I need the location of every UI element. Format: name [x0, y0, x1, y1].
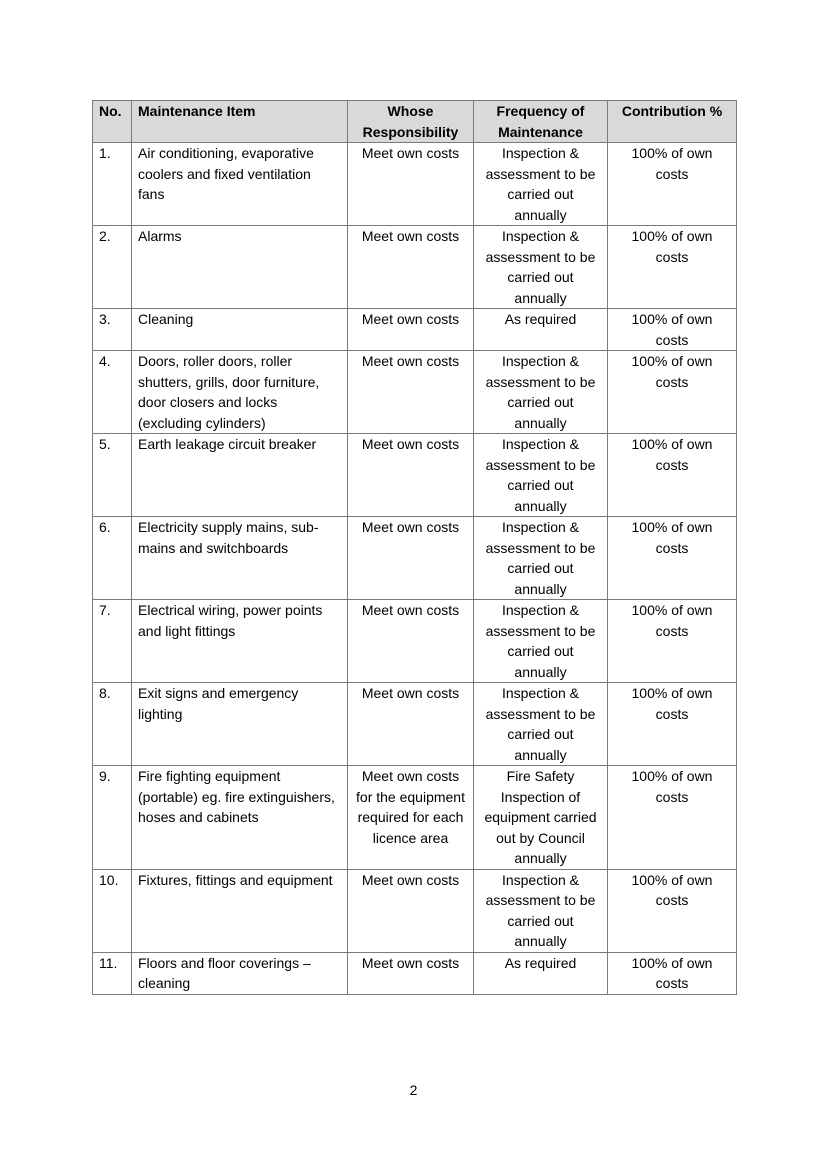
cell-contribution: 100% of own costs: [608, 143, 737, 226]
cell-no: 7.: [93, 600, 132, 683]
cell-no: 6.: [93, 517, 132, 600]
cell-responsibility: Meet own costs: [348, 226, 474, 309]
cell-maintenance-item: Doors, roller doors, roller shutters, grills, door furniture, door closers and locks (excluding cylinders): [132, 351, 348, 434]
cell-frequency: Inspection & assessment to be carried out annually: [474, 869, 608, 952]
cell-no: 2.: [93, 226, 132, 309]
cell-frequency: Inspection & assessment to be carried out annually: [474, 517, 608, 600]
table-row: [93, 517, 737, 600]
table-row: [93, 351, 737, 434]
cell-contribution: 100% of own costs: [608, 683, 737, 766]
maintenance-table: [92, 100, 737, 995]
cell-frequency: Inspection & assessment to be carried out annually: [474, 143, 608, 226]
cell-responsibility: Meet own costs for the equipment required for each licence area: [348, 766, 474, 870]
table-row: [93, 309, 737, 351]
header-whose-responsibility: Whose Responsibility: [348, 101, 474, 143]
cell-contribution: 100% of own costs: [608, 351, 737, 434]
table-row: [93, 226, 737, 309]
cell-no: 1.: [93, 143, 132, 226]
cell-maintenance-item: Exit signs and emergency lighting: [132, 683, 348, 766]
cell-maintenance-item: Electricity supply mains, sub-mains and switchboards: [132, 517, 348, 600]
cell-frequency: Fire Safety Inspection of equipment carried out by Council annually: [474, 766, 608, 870]
cell-maintenance-item: Earth leakage circuit breaker: [132, 434, 348, 517]
cell-contribution: 100% of own costs: [608, 309, 737, 351]
table-row: [93, 143, 737, 226]
cell-responsibility: Meet own costs: [348, 143, 474, 226]
cell-responsibility: Meet own costs: [348, 309, 474, 351]
table-header-row: [93, 101, 737, 143]
cell-frequency: Inspection & assessment to be carried out annually: [474, 351, 608, 434]
header-no: No.: [93, 101, 132, 143]
cell-contribution: 100% of own costs: [608, 517, 737, 600]
table-row: [93, 766, 737, 870]
cell-no: 4.: [93, 351, 132, 434]
cell-responsibility: Meet own costs: [348, 683, 474, 766]
cell-contribution: 100% of own costs: [608, 600, 737, 683]
cell-maintenance-item: Fixtures, fittings and equipment: [132, 869, 348, 952]
cell-maintenance-item: Alarms: [132, 226, 348, 309]
table-row: [93, 434, 737, 517]
cell-maintenance-item: Cleaning: [132, 309, 348, 351]
cell-no: 8.: [93, 683, 132, 766]
cell-no: 3.: [93, 309, 132, 351]
cell-responsibility: Meet own costs: [348, 600, 474, 683]
page-number: 2: [409, 1082, 418, 1098]
cell-maintenance-item: Air conditioning, evaporative coolers and fixed ventilation fans: [132, 143, 348, 226]
cell-contribution: 100% of own costs: [608, 226, 737, 309]
cell-no: 11.: [93, 952, 132, 994]
cell-frequency: Inspection & assessment to be carried out annually: [474, 434, 608, 517]
cell-frequency: Inspection & assessment to be carried out annually: [474, 683, 608, 766]
cell-responsibility: Meet own costs: [348, 351, 474, 434]
cell-no: 5.: [93, 434, 132, 517]
cell-frequency: Inspection & assessment to be carried out annually: [474, 226, 608, 309]
cell-contribution: 100% of own costs: [608, 869, 737, 952]
header-contribution: Contribution %: [608, 101, 737, 143]
table-row: [93, 952, 737, 994]
cell-maintenance-item: Fire fighting equipment (portable) eg. fire extinguishers, hoses and cabinets: [132, 766, 348, 870]
table-row: [93, 869, 737, 952]
cell-responsibility: Meet own costs: [348, 869, 474, 952]
cell-frequency: As required: [474, 952, 608, 994]
cell-frequency: As required: [474, 309, 608, 351]
cell-responsibility: Meet own costs: [348, 434, 474, 517]
cell-contribution: 100% of own costs: [608, 952, 737, 994]
cell-contribution: 100% of own costs: [608, 766, 737, 870]
table-row: [93, 683, 737, 766]
table-row: [93, 600, 737, 683]
cell-no: 10.: [93, 869, 132, 952]
cell-responsibility: Meet own costs: [348, 952, 474, 994]
cell-contribution: 100% of own costs: [608, 434, 737, 517]
header-maintenance-item: Maintenance Item: [132, 101, 348, 143]
cell-maintenance-item: Electrical wiring, power points and light fittings: [132, 600, 348, 683]
cell-no: 9.: [93, 766, 132, 870]
cell-frequency: Inspection & assessment to be carried out annually: [474, 600, 608, 683]
cell-maintenance-item: Floors and floor coverings – cleaning: [132, 952, 348, 994]
cell-responsibility: Meet own costs: [348, 517, 474, 600]
header-frequency: Frequency of Maintenance: [474, 101, 608, 143]
